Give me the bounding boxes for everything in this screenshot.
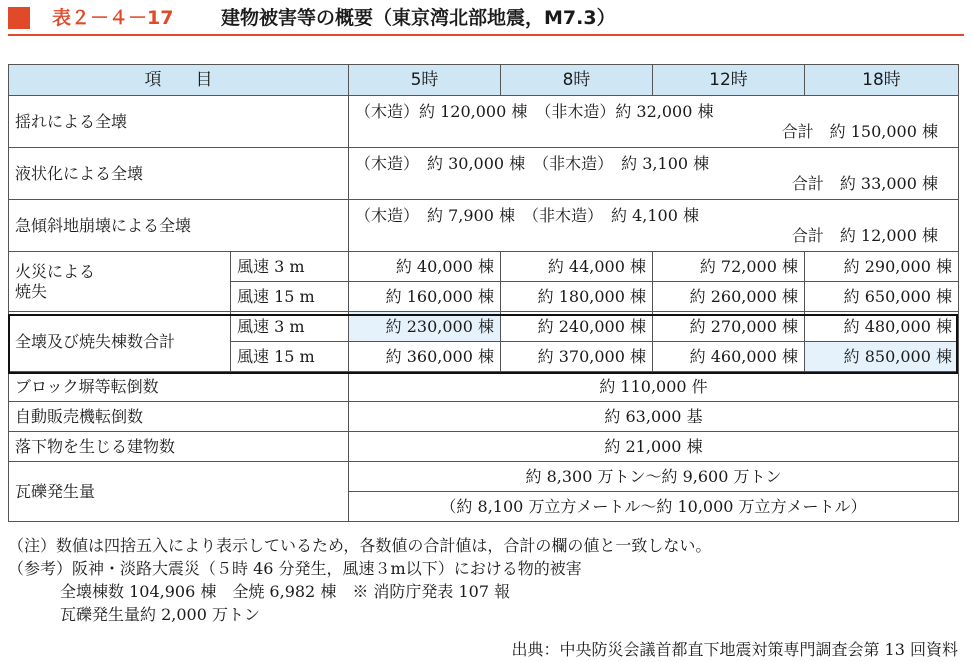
total-3m-12: 約 270,000 棟 [653,312,805,342]
collapse-value [349,96,959,148]
table-number: 表２－４－17 [52,7,174,29]
table-row [9,462,959,492]
source-citation: 出典：中央防災会議首都直下地震対策専門調査会第 13 回資料 [511,640,958,659]
slope-breakdown: （木造） 約 7,900 棟 （非木造） 約 4,100 棟 [355,206,699,226]
fire-15m-5: 約 160,000 棟 [349,282,501,312]
row-label-total: 全壊及び焼失棟数合計 [9,312,231,372]
fire-label-line2: 焼失 [15,281,48,301]
fire-15m-8: 約 180,000 棟 [501,282,653,312]
row-label-falling: 落下物を生じる建物数 [9,432,349,462]
liquefaction-total: 合計 約 33,000 棟 [791,173,938,193]
reference-heading: （参考）阪神・淡路大震災（５時 46 分発生，風速３m以下）における物的被害 [8,559,582,578]
total-15m-5: 約 360,000 棟 [349,342,501,372]
header-square-marker [8,7,30,29]
total-3m-8: 約 240,000 棟 [501,312,653,342]
slope-value [349,200,959,252]
fire-wind-3m: 風速 3 m [231,252,349,282]
collapse-breakdown: （木造）約 120,000 棟 （非木造）約 32,000 棟 [355,102,714,122]
vending-value: 約 63,000 基 [349,402,959,432]
table-row [9,148,959,200]
reference-buildings: 全壊棟数 104,906 棟 全焼 6,982 棟 ※ 消防庁発表 107 報 [60,582,511,601]
slope-total: 合計 約 12,000 棟 [791,225,938,245]
col-header-12: 12時 [653,65,805,96]
total-15m-8: 約 370,000 棟 [501,342,653,372]
row-label-fire [9,252,231,312]
fire-label-line1: 火災による [15,262,96,282]
fire-3m-12: 約 72,000 棟 [653,252,805,282]
col-header-8: 8時 [501,65,653,96]
table-header [8,7,964,37]
liquefaction-value [349,148,959,200]
row-label-block: ブロック塀等転倒数 [9,372,349,402]
collapse-total: 合計 約 150,000 棟 [781,121,938,141]
table-row [9,432,959,462]
liquefaction-breakdown: （木造） 約 30,000 棟 （非木造） 約 3,100 棟 [355,154,710,174]
note-rounding: （注）数値は四捨五入により表示しているため，各数値の合計値は，合計の欄の値と一致しない。 [8,536,712,555]
col-header-18: 18時 [805,65,959,96]
damage-table [8,64,959,522]
block-value: 約 110,000 件 [349,372,959,402]
total-15m-18: 約 850,000 棟 [805,342,959,372]
fire-wind-15m: 風速 15 m [231,282,349,312]
fire-3m-18: 約 290,000 棟 [805,252,959,282]
total-15m-12: 約 460,000 棟 [653,342,805,372]
row-label-collapse: 揺れによる全壊 [9,96,349,148]
table-row [9,200,959,252]
fire-3m-5: 約 40,000 棟 [349,252,501,282]
table-row [9,402,959,432]
row-label-vending: 自動販売機転倒数 [9,402,349,432]
table-row [9,372,959,402]
header-row [9,65,959,96]
table-row [9,252,959,282]
header-rule [8,34,964,36]
table-row [9,96,959,148]
notes [8,534,964,626]
row-label-liquefaction: 液状化による全壊 [9,148,349,200]
total-3m-5: 約 230,000 棟 [349,312,501,342]
col-header-item: 項 目 [9,65,349,96]
debris-volume: （約 8,100 万立方メートル～約 10,000 万立方メートル） [349,492,959,522]
fire-15m-12: 約 260,000 棟 [653,282,805,312]
total-wind-15m: 風速 15 m [231,342,349,372]
debris-tons: 約 8,300 万トン～約 9,600 万トン [349,462,959,492]
table-title: 建物被害等の概要（東京湾北部地震，M7.3） [221,7,616,29]
row-label-debris: 瓦礫発生量 [9,462,349,522]
col-header-5: 5時 [349,65,501,96]
total-3m-18: 約 480,000 棟 [805,312,959,342]
falling-value: 約 21,000 棟 [349,432,959,462]
total-wind-3m: 風速 3 m [231,312,349,342]
row-label-slope: 急傾斜地崩壊による全壊 [9,200,349,252]
fire-3m-8: 約 44,000 棟 [501,252,653,282]
reference-debris: 瓦礫発生量約 2,000 万トン [60,605,260,624]
table-row [9,312,959,342]
fire-15m-18: 約 650,000 棟 [805,282,959,312]
